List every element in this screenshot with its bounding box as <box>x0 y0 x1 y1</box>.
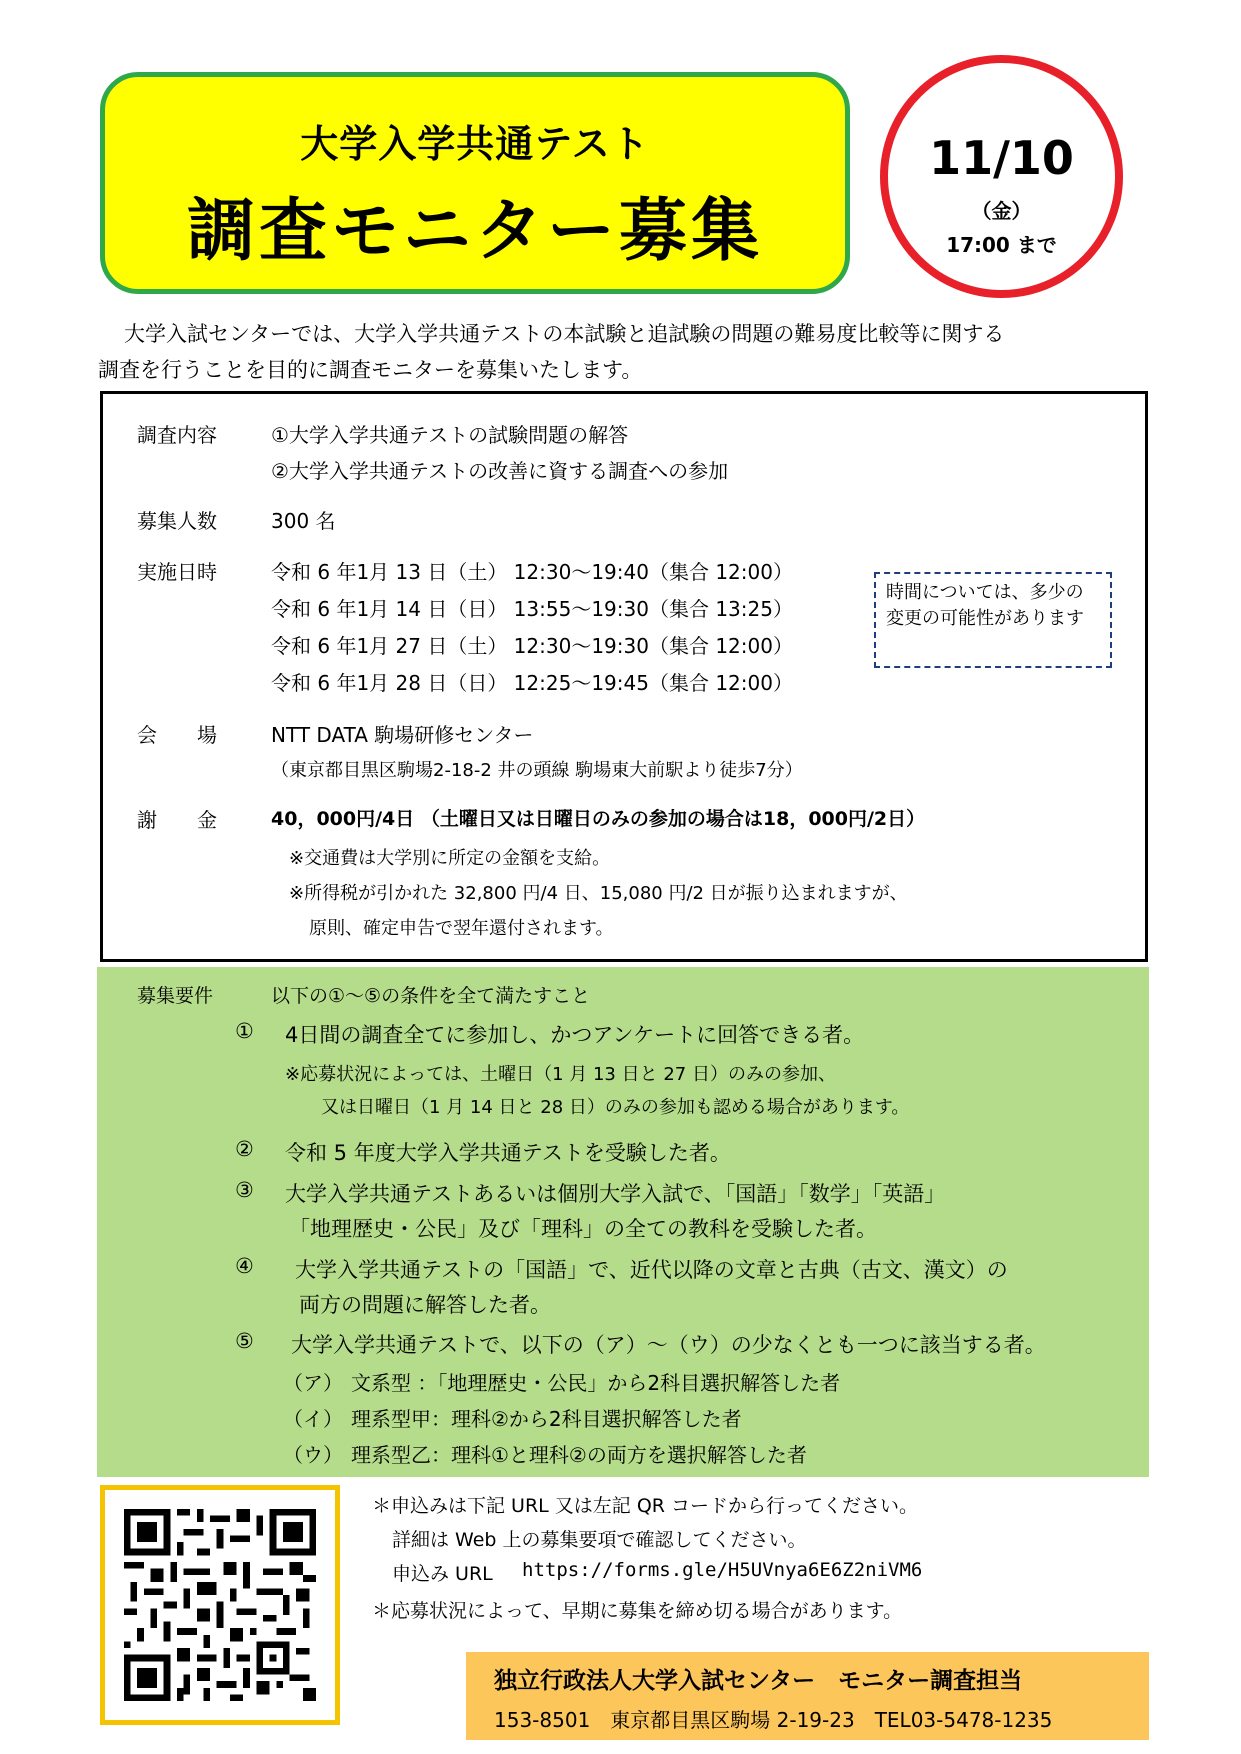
req-text: 4日間の調査全てに参加し、かつアンケートに回答できる者。 <box>285 1023 865 1047</box>
req-text: 大学入学共通テストで、以下の（ア）～（ウ）の少なくとも一つに該当する者。 <box>291 1333 1046 1357</box>
req-num: ⑤ <box>235 1329 254 1353</box>
page-title: 調査モニター募集 <box>186 192 763 271</box>
req-text-cont: 「地理歴史・公民」及び「理科」の全ての教科を受験した者。 <box>289 1217 877 1241</box>
intro-text <box>98 316 1158 388</box>
deadline-weekday: （金） <box>971 199 1032 223</box>
req-num: ② <box>235 1137 254 1161</box>
schedule-label: 実施日時 <box>137 560 217 584</box>
schedule-row: 令和 6 年1月 27 日（土） 12:30～19:30（集合 12:00） <box>271 634 793 658</box>
req-text: 大学入学共通テストの「国語」で、近代以降の文章と古典（古文、漢文）の <box>295 1258 1008 1282</box>
intro-line: 調査を行うことを目的に調査モニターを募集いたします。 <box>98 358 643 382</box>
venue-address: （東京都目黒区駒場2-18-2 井の頭線 駒場東大前駅より徒歩7分） <box>271 760 803 781</box>
schedule-row: 令和 6 年1月 28 日（日） 12:25～19:45（集合 12:00） <box>271 671 793 695</box>
application-url-label: 申込み URL <box>392 1563 493 1585</box>
req-sub-text: 理系型甲：理科②から2科目選択解答した者 <box>351 1407 742 1431</box>
venue-label: 会 場 <box>137 723 217 747</box>
content-item: ①大学入学共通テストの試験問題の解答 <box>271 423 629 447</box>
req-note: ※応募状況によっては、土曜日（1 月 13 日と 27 日）のみの参加、 <box>285 1064 836 1085</box>
requirements-box <box>97 967 1149 1477</box>
req-num: ④ <box>235 1254 254 1278</box>
req-num: ③ <box>235 1178 254 1202</box>
fee-note: ※所得税が引かれた 32,800 円/4 日、15,080 円/2 日が振り込まれますが、 <box>289 883 908 904</box>
title-banner <box>100 72 850 294</box>
application-note: 詳細は Web 上の募集要項で確認してください。 <box>392 1529 807 1551</box>
deadline-badge <box>880 55 1123 298</box>
capacity-value: 300 名 <box>271 509 336 533</box>
contact-box <box>466 1652 1149 1740</box>
schedule-note: 時間については、多少の変更の可能性があります <box>874 572 1112 668</box>
capacity-label: 募集人数 <box>137 509 217 533</box>
req-note: 又は日曜日（1 月 14 日と 28 日）のみの参加も認める場合があります。 <box>321 1097 910 1118</box>
qr-code-frame[interactable] <box>100 1485 340 1725</box>
req-text-cont: 両方の問題に解答した者。 <box>299 1293 551 1317</box>
requirements-label: 募集要件 <box>137 985 214 1007</box>
fee-label: 謝 金 <box>137 808 217 832</box>
application-note: ＊申込みは下記 URL 又は左記 QR コードから行ってください。 <box>372 1495 919 1517</box>
fee-note: ※交通費は大学別に所定の金額を支給。 <box>289 848 611 869</box>
qr-code-icon[interactable] <box>124 1509 316 1701</box>
details-box <box>100 391 1148 962</box>
deadline-time: 17:00 まで <box>946 233 1057 257</box>
req-sub-mark: （イ） <box>283 1407 343 1431</box>
content-item: ②大学入学共通テストの改善に資する調査への参加 <box>271 459 729 483</box>
req-sub-text: 文系型 ：「地理歴史・公民」から2科目選択解答した者 <box>351 1371 841 1395</box>
title-subtitle: 大学入学共通テスト <box>300 122 650 166</box>
content-label: 調査内容 <box>137 423 217 447</box>
contact-org: 独立行政法人大学入試センター モニター調査担当 <box>494 1668 1023 1694</box>
venue-name: NTT DATA 駒場研修センター <box>271 723 534 747</box>
req-sub-mark: （ウ） <box>283 1443 343 1467</box>
schedule-row: 令和 6 年1月 14 日（日） 13:55～19:30（集合 13:25） <box>271 597 793 621</box>
req-text: 令和 5 年度大学入学共通テストを受験した者。 <box>285 1141 731 1165</box>
req-num: ① <box>235 1019 254 1043</box>
intro-line: 大学入試センターでは、大学入学共通テストの本試験と追試験の問題の難易度比較等に関する <box>124 322 1005 346</box>
schedule-row: 令和 6 年1月 13 日（土） 12:30～19:40（集合 12:00） <box>271 560 793 584</box>
req-text: 大学入学共通テストあるいは個別大学入試で、「国語」「数学」「英語」 <box>285 1182 946 1206</box>
contact-address: 153-8501 東京都目黒区駒場 2-19-23 TEL03-5478-1235 <box>494 1708 1053 1732</box>
fee-note: 原則、確定申告で翌年還付されます。 <box>309 918 614 939</box>
fee-value: 40，000円/4日 （土曜日又は日曜日のみの参加の場合は18，000円/2日） <box>271 808 926 830</box>
application-url-link[interactable]: https://forms.gle/H5UVnya6E6Z2niVM6 <box>522 1559 923 1581</box>
req-sub-mark: （ア） <box>283 1371 343 1395</box>
requirements-intro: 以下の①～⑤の条件を全て満たすこと <box>271 985 591 1007</box>
application-note: ＊応募状況によって、早期に募集を締め切る場合があります。 <box>372 1600 903 1622</box>
deadline-date: 11/10 <box>929 131 1074 185</box>
req-sub-text: 理系型乙：理科①と理科②の両方を選択解答した者 <box>351 1443 807 1467</box>
